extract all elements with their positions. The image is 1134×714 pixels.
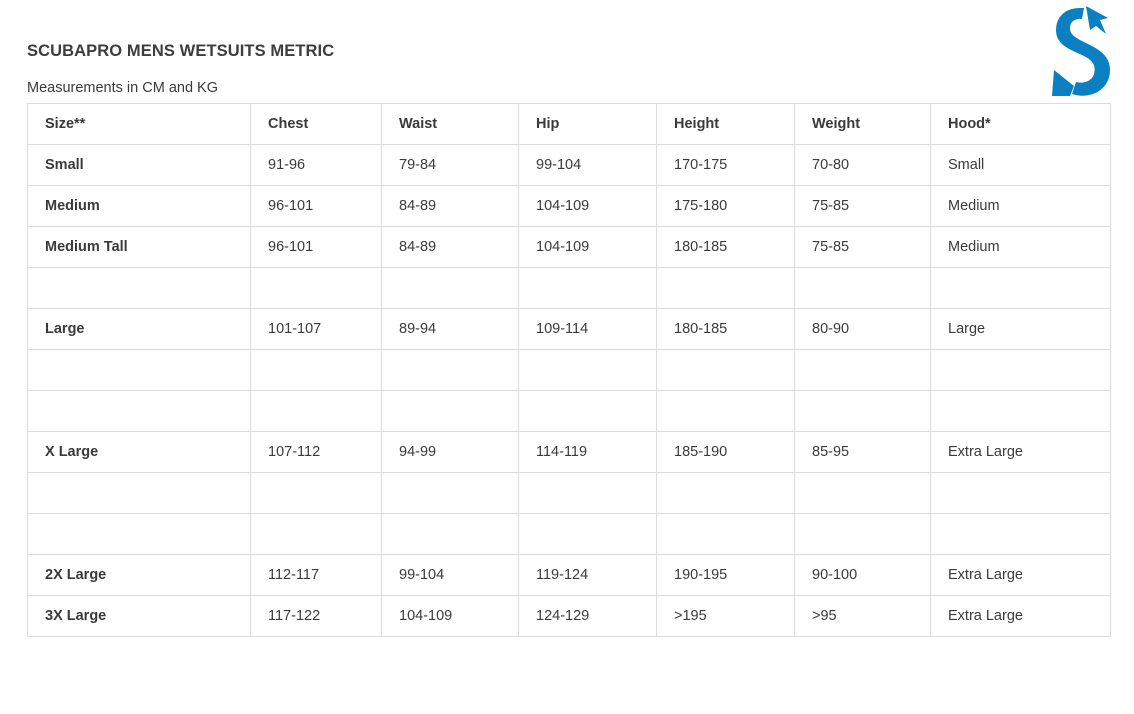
cell-height: 170-175 (657, 145, 795, 186)
cell-size: 3X Large (28, 596, 251, 637)
cell-hip: 104-109 (519, 186, 657, 227)
cell-hip: 109-114 (519, 309, 657, 350)
cell-height: 180-185 (657, 227, 795, 268)
cell-hood (931, 473, 1111, 514)
table-row (28, 309, 1111, 350)
cell-height: 180-185 (657, 309, 795, 350)
table-row (28, 473, 1111, 514)
cell-chest: 91-96 (251, 145, 382, 186)
cell-chest: 101-107 (251, 309, 382, 350)
cell-height: 190-195 (657, 555, 795, 596)
cell-hip: 119-124 (519, 555, 657, 596)
cell-waist: 79-84 (382, 145, 519, 186)
cell-weight: 70-80 (795, 145, 931, 186)
table-row (28, 145, 1111, 186)
measurement-units-note: Measurements in CM and KG (27, 80, 218, 96)
cell-hood: Small (931, 145, 1111, 186)
cell-size (28, 391, 251, 432)
cell-waist (382, 268, 519, 309)
cell-size (28, 514, 251, 555)
cell-weight (795, 391, 931, 432)
table-row (28, 596, 1111, 637)
cell-hip: 99-104 (519, 145, 657, 186)
cell-weight: 85-95 (795, 432, 931, 473)
cell-weight (795, 514, 931, 555)
cell-chest (251, 350, 382, 391)
cell-chest: 117-122 (251, 596, 382, 637)
cell-hood (931, 514, 1111, 555)
cell-chest (251, 514, 382, 555)
cell-size (28, 268, 251, 309)
cell-size: X Large (28, 432, 251, 473)
cell-weight (795, 473, 931, 514)
cell-height (657, 350, 795, 391)
cell-hip: 124-129 (519, 596, 657, 637)
cell-hood (931, 268, 1111, 309)
cell-weight: 80-90 (795, 309, 931, 350)
cell-waist: 94-99 (382, 432, 519, 473)
table-row (28, 391, 1111, 432)
cell-height: 175-180 (657, 186, 795, 227)
column-header-waist: Waist (382, 104, 519, 145)
cell-chest: 96-101 (251, 186, 382, 227)
cell-chest: 107-112 (251, 432, 382, 473)
cell-waist: 89-94 (382, 309, 519, 350)
cell-waist (382, 391, 519, 432)
cell-size (28, 473, 251, 514)
cell-waist (382, 473, 519, 514)
cell-weight (795, 350, 931, 391)
page-title: SCUBAPRO MENS WETSUITS METRIC (27, 42, 335, 60)
table-row (28, 186, 1111, 227)
column-header-height: Height (657, 104, 795, 145)
cell-chest: 112-117 (251, 555, 382, 596)
cell-hood: Large (931, 309, 1111, 350)
column-header-weight: Weight (795, 104, 931, 145)
cell-size: 2X Large (28, 555, 251, 596)
cell-hood (931, 350, 1111, 391)
cell-height (657, 514, 795, 555)
cell-waist (382, 350, 519, 391)
table-row (28, 350, 1111, 391)
cell-height: >195 (657, 596, 795, 637)
column-header-hip: Hip (519, 104, 657, 145)
cell-waist: 104-109 (382, 596, 519, 637)
table-row (28, 227, 1111, 268)
cell-hip (519, 391, 657, 432)
table-row (28, 514, 1111, 555)
cell-size: Medium (28, 186, 251, 227)
cell-size: Medium Tall (28, 227, 251, 268)
table-row (28, 268, 1111, 309)
cell-hip: 104-109 (519, 227, 657, 268)
cell-weight: 90-100 (795, 555, 931, 596)
cell-size: Large (28, 309, 251, 350)
cell-hip (519, 350, 657, 391)
cell-hip (519, 268, 657, 309)
cell-size (28, 350, 251, 391)
cell-waist: 84-89 (382, 227, 519, 268)
cell-hip (519, 473, 657, 514)
size-chart-table (27, 103, 1111, 637)
cell-chest (251, 268, 382, 309)
cell-height (657, 268, 795, 309)
column-header-chest: Chest (251, 104, 382, 145)
scubapro-s-logo-icon (1050, 4, 1116, 100)
cell-height: 185-190 (657, 432, 795, 473)
cell-hood (931, 391, 1111, 432)
cell-hood: Extra Large (931, 555, 1111, 596)
cell-weight: >95 (795, 596, 931, 637)
cell-hip: 114-119 (519, 432, 657, 473)
table-header-row (28, 104, 1111, 145)
cell-waist: 84-89 (382, 186, 519, 227)
cell-hood: Extra Large (931, 432, 1111, 473)
cell-weight: 75-85 (795, 227, 931, 268)
cell-waist: 99-104 (382, 555, 519, 596)
cell-hood: Extra Large (931, 596, 1111, 637)
cell-hood: Medium (931, 186, 1111, 227)
column-header-hood: Hood* (931, 104, 1111, 145)
cell-size: Small (28, 145, 251, 186)
cell-chest (251, 473, 382, 514)
cell-hood: Medium (931, 227, 1111, 268)
cell-chest (251, 391, 382, 432)
cell-weight (795, 268, 931, 309)
cell-weight: 75-85 (795, 186, 931, 227)
cell-hip (519, 514, 657, 555)
cell-chest: 96-101 (251, 227, 382, 268)
column-header-size: Size** (28, 104, 251, 145)
cell-waist (382, 514, 519, 555)
cell-height (657, 473, 795, 514)
table-row (28, 432, 1111, 473)
table-row (28, 555, 1111, 596)
cell-height (657, 391, 795, 432)
